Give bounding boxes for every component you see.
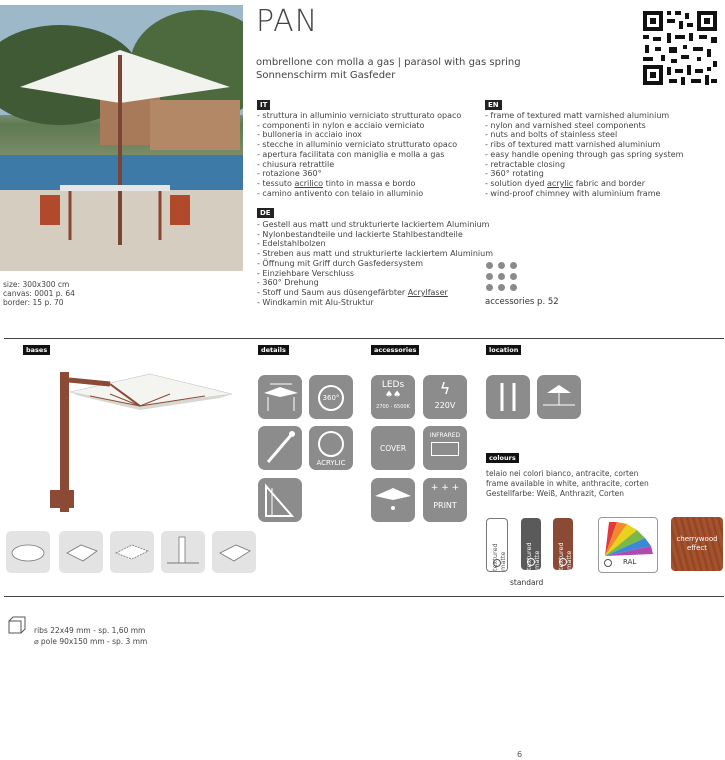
divider	[4, 338, 724, 339]
base-option[interactable]	[110, 531, 154, 573]
led-icon: LEDs ♠♠ 2700 - 6500K	[371, 375, 415, 419]
list-item: - 360° rotating	[485, 169, 544, 179]
finish-white[interactable]: textured matte	[486, 518, 508, 572]
list-item: - nuts and bolts of stainless steel	[485, 130, 618, 140]
lang-tag-de: DE	[257, 208, 274, 218]
page-number: 6	[517, 750, 523, 759]
section-details: details	[258, 345, 289, 355]
gas-spring-icon	[258, 426, 302, 470]
spec-size: size: 300x300 cm	[3, 280, 70, 289]
list-item: - wind-proof chimney with aluminium frame	[485, 188, 661, 198]
divider	[4, 596, 724, 597]
it-feature-list	[257, 111, 461, 198]
list-item: - solution dyed acrylic fabric and border	[485, 178, 645, 188]
led-range: 2700 - 6500K	[376, 404, 410, 410]
pole-spec: ⌀ pole 90x150 mm - sp. 3 mm	[34, 637, 148, 646]
acrylic-icon	[309, 426, 353, 470]
spec-canvas: canvas: 0001 p. 64	[3, 289, 75, 298]
en-feature-list	[485, 111, 683, 198]
led-label: LEDs	[381, 380, 405, 390]
page-title: PAN	[256, 4, 319, 39]
lang-tag-it: IT	[257, 100, 270, 110]
list-item: - apertura facilitata con maniglia e molla a gas	[257, 149, 445, 159]
ral-swatch[interactable]	[598, 517, 658, 573]
spec-border: border: 15 p. 70	[3, 298, 64, 307]
list-item: - Streben aus matt und strukturierte lackiertem Aluminium	[257, 249, 493, 259]
size-icon	[258, 375, 302, 419]
list-item: - Nylonbestandteile und lackierte Stahlbestandteile	[257, 229, 463, 239]
product-photo	[0, 5, 243, 271]
subtitle	[256, 56, 521, 82]
infrared-label: INFRARED	[429, 432, 461, 439]
terrace-icon	[537, 375, 581, 419]
ribs-spec: ribs 22x49 mm - sp. 1,60 mm	[34, 626, 146, 635]
list-item: - struttura in alluminio verniciato strutturato opaco	[257, 111, 462, 120]
list-item: - easy handle opening through gas spring system	[485, 149, 684, 159]
list-item: - nylon and varnished steel components	[485, 120, 646, 130]
list-item: - Windkamin mit Alu-Struktur	[257, 297, 374, 307]
qr-code-icon	[641, 9, 719, 87]
light-icon	[371, 478, 415, 522]
de-feature-list	[257, 220, 493, 307]
colours-it: telaio nei colori bianco, antracite, corten	[486, 469, 639, 478]
list-item: - Öffnung mit Griff durch Gasfedersystem	[257, 258, 424, 268]
finish-corten[interactable]: textured matte	[553, 518, 573, 570]
accessories-link[interactable]: accessories p. 52	[485, 297, 559, 307]
diameter-icon: ⌀	[34, 637, 39, 646]
list-item: - rotazione 360°	[257, 169, 322, 179]
list-item: - 360° Drehung	[257, 278, 319, 288]
cover-label: COVER	[379, 444, 407, 453]
lang-tag-en: EN	[485, 100, 502, 110]
list-item: - Stoff und Saum aus düsengefärbter Acrylfaser	[257, 287, 448, 297]
measure-icon	[258, 478, 302, 522]
base-option[interactable]	[212, 531, 256, 573]
subtitle-line: Sonnenschirm mit Gasfeder	[256, 70, 396, 81]
colours-en: frame available in white, anthracite, corten	[486, 479, 649, 488]
print-icon: + + + PRINT	[423, 478, 467, 522]
ral-label: RAL	[623, 558, 637, 566]
accessories-dots-icon	[486, 262, 522, 292]
volt-label: 220V	[434, 401, 456, 410]
list-item: - stecche in alluminio verniciato strutturato opaco	[257, 140, 458, 150]
profile-icon	[6, 615, 28, 637]
list-item: - Edelstahlbolzen	[257, 239, 326, 249]
cover-icon	[371, 426, 415, 470]
list-item: - ribs of textured matt varnished aluminium	[485, 140, 661, 150]
cherrywood-label: cherrywood effect	[676, 535, 718, 552]
restaurant-icon	[486, 375, 530, 419]
colours-de: Gestellfarbe: Weiß, Anthrazit, Corten	[486, 489, 625, 498]
list-item: - Einziehbare Verschluss	[257, 268, 355, 278]
section-bases: bases	[23, 345, 50, 355]
list-item: - frame of textured matt varnished aluminium	[485, 111, 670, 120]
list-item: - bulloneria in acciaio inox	[257, 130, 362, 140]
finish-anthracite[interactable]: textured matte	[521, 518, 541, 570]
list-item: - componenti in nylon e acciaio verniciato	[257, 120, 425, 130]
list-item: - tessuto acrilico tinto in massa e bordo	[257, 178, 416, 188]
standard-label: standard	[510, 578, 544, 587]
base-option[interactable]	[59, 531, 103, 573]
list-item: - camino antivento con telaio in alluminio	[257, 188, 424, 198]
acrylic-label: ACRYLIC	[316, 459, 346, 467]
power-icon: ϟ 220V	[423, 375, 467, 419]
umbrella-illustration	[20, 360, 240, 515]
section-colours: colours	[486, 453, 519, 463]
cherrywood-swatch[interactable]	[671, 517, 723, 571]
rotation-label: 360°	[318, 385, 344, 411]
list-item: - Gestell aus matt und strukturierte lackiertem Aluminium	[257, 220, 490, 229]
base-option[interactable]	[6, 531, 50, 573]
section-accessories: accessories	[371, 345, 419, 355]
rotation-icon	[309, 375, 353, 419]
list-item: - chiusura retrattile	[257, 159, 335, 169]
section-location: location	[486, 345, 521, 355]
print-label: PRINT	[433, 501, 457, 510]
list-item: - retractable closing	[485, 159, 566, 169]
base-option[interactable]	[161, 531, 205, 573]
infrared-icon	[423, 426, 467, 470]
subtitle-line: ombrellone con molla a gas | parasol with gas spring	[256, 57, 521, 68]
